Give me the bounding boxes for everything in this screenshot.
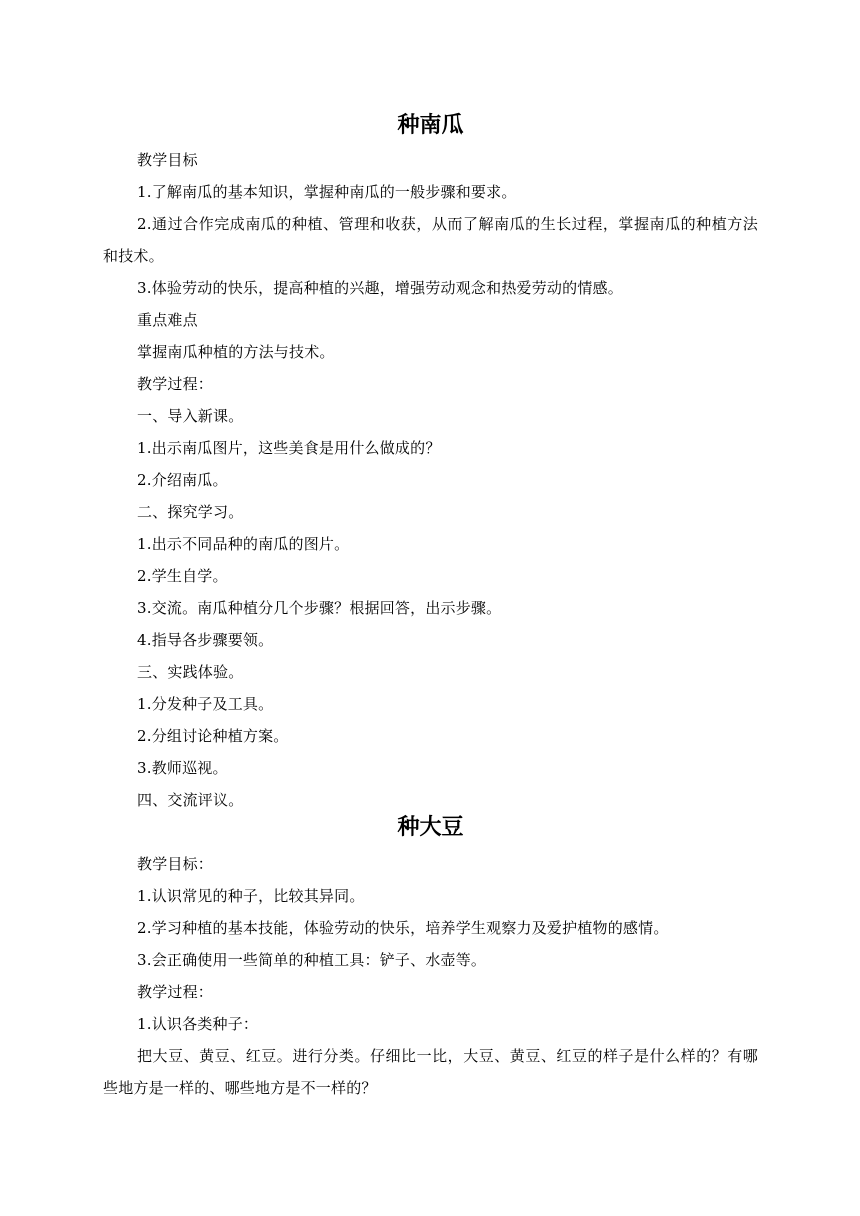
paragraph: 教学目标 (137, 151, 198, 169)
paragraph: 2.学习种植的基本技能，体验劳动的快乐，培养学生观察力及爱护植物的感情。 (137, 919, 669, 937)
paragraph: 三、实践体验。 (137, 663, 244, 681)
paragraph: 1.出示不同品种的南瓜的图片。 (137, 535, 350, 553)
section-title: 种南瓜 (397, 113, 464, 138)
paragraph: 把大豆、黄豆、红豆。进行分类。仔细比一比，大豆、黄豆、红豆的样子是什么样的？有哪些地方是一样的、哪些地方是不一样的？ (103, 1047, 758, 1097)
document-body (103, 110, 758, 1104)
paragraph: 重点难点 (137, 311, 198, 329)
paragraph: 4.指导各步骤要领。 (137, 631, 274, 649)
paragraph: 1.认识各类种子： (137, 1015, 259, 1033)
paragraph: 1.出示南瓜图片，这些美食是用什么做成的？ (137, 439, 441, 457)
paragraph: 3.教师巡视。 (137, 759, 228, 777)
paragraph: 1.了解南瓜的基本知识，掌握种南瓜的一般步骤和要求。 (137, 183, 517, 201)
paragraph: 教学过程： (137, 375, 214, 393)
paragraph: 教学过程： (137, 983, 214, 1001)
paragraph: 2.分组讨论种植方案。 (137, 727, 289, 745)
section-pumpkin (103, 110, 758, 816)
paragraph: 一、导入新课。 (137, 407, 244, 425)
paragraph: 3.会正确使用一些简单的种植工具：铲子、水壶等。 (137, 951, 487, 969)
paragraph: 四、交流评议。 (137, 791, 244, 809)
section-soybean (103, 812, 758, 1104)
paragraph: 教学目标： (137, 855, 214, 873)
paragraph: 1.分发种子及工具。 (137, 695, 274, 713)
paragraph: 3.交流。南瓜种植分几个步骤？根据回答，出示步骤。 (137, 599, 502, 617)
paragraph: 3.体验劳动的快乐，提高种植的兴趣，增强劳动观念和热爱劳动的情感。 (137, 279, 623, 297)
paragraph: 二、探究学习。 (137, 503, 244, 521)
section-title: 种大豆 (397, 815, 464, 840)
paragraph: 2.介绍南瓜。 (137, 471, 228, 489)
paragraph: 1.认识常见的种子，比较其异同。 (137, 887, 365, 905)
paragraph: 掌握南瓜种植的方法与技术。 (137, 343, 335, 361)
paragraph: 2.通过合作完成南瓜的种植、管理和收获，从而了解南瓜的生长过程，掌握南瓜的种植方法和技术。 (103, 215, 758, 265)
paragraph: 2.学生自学。 (137, 567, 228, 585)
